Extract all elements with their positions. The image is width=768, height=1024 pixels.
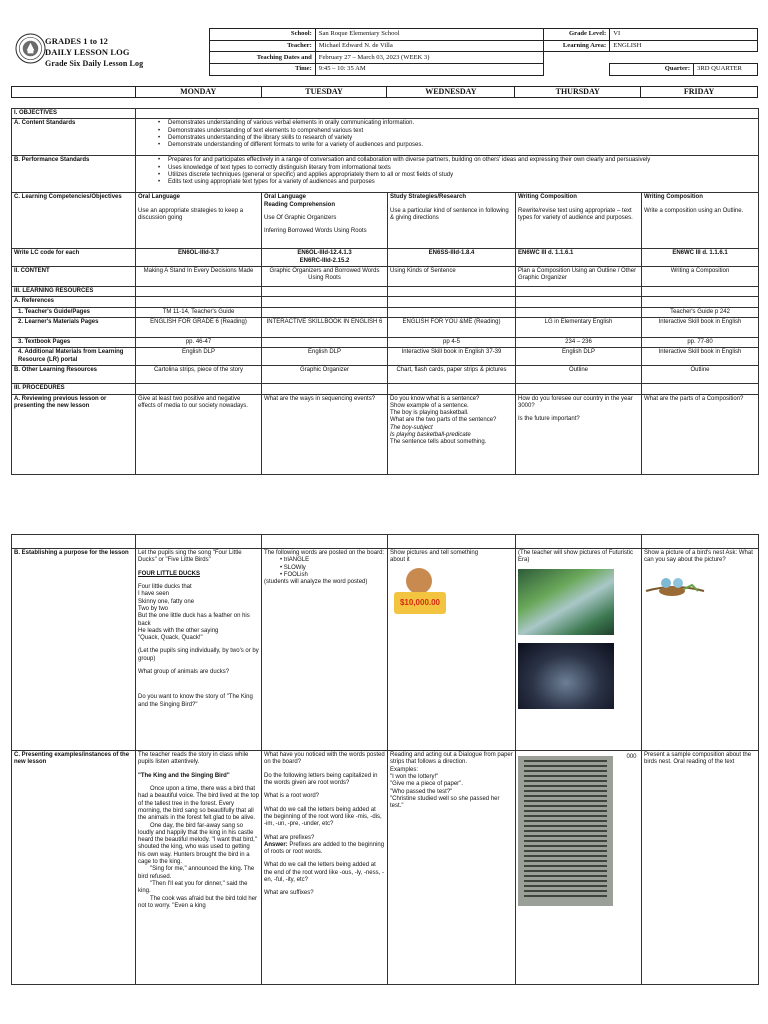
lesson-log-header bbox=[11, 28, 758, 76]
days-corner bbox=[12, 87, 136, 98]
textbook-pages-label: 3. Textbook Pages bbox=[12, 337, 136, 347]
additional-materials-thursday: English DLP bbox=[516, 348, 642, 366]
learners-materials-wednesday: ENGLISH FOR YOU &ME (Reading) bbox=[388, 317, 516, 337]
title-line-grades: GRADES 1 to 12 bbox=[45, 36, 109, 46]
learners-materials-thursday: LG in Elementary English bbox=[516, 317, 642, 337]
content-tuesday: Graphic Organizers and Borrowed Words Using Roots bbox=[262, 266, 388, 286]
title-line-dll: DAILY LESSON LOG bbox=[45, 47, 130, 57]
establishing-purpose-tuesday: The following words are posted on the board: • triANGLE • SLOWly • FOOLish (students will analyze the word posted) bbox=[262, 549, 388, 751]
content-standards bbox=[136, 119, 759, 156]
textbook-pages-monday: pp. 46-47 bbox=[136, 337, 262, 347]
establishing-purpose-thursday: (The teacher will show pictures of Futuristic Era) bbox=[516, 549, 642, 751]
establishing-purpose-wednesday: Show pictures and tell something about it $10,000.00 bbox=[388, 549, 516, 751]
performance-standard-item: • Prepares for and participates effectively in a range of conversation and collaboration with diverse partners, building on others' ideas and expressing their own clearly and persuasively bbox=[158, 157, 756, 164]
establishing-purpose-label: B. Establishing a purpose for the lesson bbox=[12, 549, 136, 751]
article-text-picture bbox=[518, 756, 613, 906]
teacher-value: Michael Edward N. de Villa bbox=[315, 40, 543, 52]
objectives-table bbox=[11, 108, 759, 475]
quarter-value: 3RD QUARTER bbox=[694, 64, 758, 76]
performance-standard-item: • Edits text using appropriate text types for a variety of audiences and purposes bbox=[158, 179, 756, 186]
bird-nest-picture bbox=[644, 569, 706, 601]
reviewing-thursday: How do you foresee our country in the year 3000? Is the future important? bbox=[516, 394, 642, 474]
performance-standards bbox=[136, 156, 759, 193]
reviewing-wednesday: Do you know what is a sentence? Show example of a sentence. The boy is playing basketball. What are the two parts of the sentence? The boy-subject Is playing basketball-predicate The sentence tells about something. bbox=[388, 394, 516, 474]
dates-label: Teaching Dates and bbox=[210, 52, 316, 64]
additional-materials-wednesday: Interactive Skill book in English 37-39 bbox=[388, 348, 516, 366]
lc-code-tuesday: EN6OL-IIId-12.4.1.3 EN6RC-IIId-2.15.2 bbox=[262, 249, 388, 267]
lc-code-label: Write LC code for each bbox=[12, 249, 136, 267]
content-label: II. CONTENT bbox=[12, 266, 136, 286]
competency-friday: Writing Composition Write a composition using an Outline. bbox=[642, 193, 759, 249]
learners-materials-label: 2. Learner's Materials Pages bbox=[12, 317, 136, 337]
additional-materials-monday: English DLP bbox=[136, 348, 262, 366]
posted-word: • FOOLish bbox=[280, 572, 385, 579]
futuristic-city-picture bbox=[518, 569, 614, 635]
lc-code-friday: EN6WC III d. 1.1.6.1 bbox=[642, 249, 759, 267]
content-standard-item: • Demonstrates understanding of text elements to comprehend various text bbox=[158, 128, 756, 135]
dates-value: February 27 – March 03, 2023 (WEEK 3) bbox=[315, 52, 543, 64]
school-value: San Roque Elementary School bbox=[315, 29, 543, 41]
objectives-heading: I. OBJECTIVES bbox=[12, 109, 136, 119]
deped-seal-icon bbox=[15, 33, 46, 64]
day-monday: MONDAY bbox=[135, 87, 261, 98]
content-wednesday: Using Kinds of Sentence bbox=[388, 266, 516, 286]
reviewing-tuesday: What are the ways in sequencing events? bbox=[262, 394, 388, 474]
content-standard-item: • Demonstrates understanding of the library skills to research of variety bbox=[158, 135, 756, 142]
presenting-examples-monday: The teacher reads the story in class while pupils listen attentively. "The King and the Singing Bird" Once upon a time, there was a bird that had a beautiful voice. The bird lived at the top of the tallest tree in the forest. Every morning, the bird sang so beautifully that all the animals in the forest felt glad to be alive. One day, the bird far-away sang so loudly and happily that the king in his castle heard the beautiful melody. "I want that bird," shouted the king, who was used to getting his own way. Hunters brought the bird in a cage to the king. "Sing for me," announced the king. The bird refused. "Then I'll eat you for dinner," said the king. The cook was afraid but the bird told her not to worry. "Even a king bbox=[136, 751, 262, 985]
performance-standards-label: B. Performance Standards bbox=[12, 156, 136, 193]
instant-winner-picture: $10,000.00 bbox=[390, 568, 450, 618]
content-monday: Making A Stand In Every Decisions Made bbox=[136, 266, 262, 286]
resources-heading: III. LEARNING RESOURCES bbox=[12, 286, 136, 296]
other-resources-monday: Cartolina strips, piece of the story bbox=[136, 366, 262, 384]
procedures-table bbox=[11, 534, 759, 985]
competency-tuesday: Oral Language Reading Comprehension Use Of Graphic Organizers Inferring Borrowed Words Using Roots bbox=[262, 193, 388, 249]
presenting-examples-thursday: 000 bbox=[516, 751, 642, 985]
posted-word: • SLOWly bbox=[280, 565, 385, 572]
establishing-purpose-friday: Show a picture of a bird's nest Ask: What can you say about the picture? bbox=[642, 549, 759, 751]
teachers-guide-monday: TM 11-14, Teacher's Guide bbox=[136, 307, 262, 317]
content-standards-label: A. Content Standards bbox=[12, 119, 136, 156]
performance-standard-item: • Utilizes discrete techniques (general or specific) and applies appropriately them to all or most fields of study bbox=[158, 172, 756, 179]
lc-code-thursday: EN6WC III d. 1.1.6.1 bbox=[516, 249, 642, 267]
time-label: Time: bbox=[210, 64, 316, 76]
other-resources-label: B. Other Learning Resources bbox=[12, 366, 136, 384]
reviewing-label: A. Reviewing previous lesson or presenting the new lesson bbox=[12, 394, 136, 474]
time-value: 9:45 – 10: 35 AM bbox=[315, 64, 543, 76]
competency-thursday: Writing Composition Rewrite/revise text using appropriate – text types for variety of audience and purposes. bbox=[516, 193, 642, 249]
other-resources-friday: Outline bbox=[642, 366, 759, 384]
log-title bbox=[45, 36, 143, 69]
presenting-examples-tuesday: What have you noticed with the words posted on the board? Do the following letters being capitalized in the words given are root words? What is a root word? What do we call the letters being added at the beginning of the root word like -mis, -dis, -im, -un, -pre, -under, etc? What are prefixes? Answer: Prefixes are added to the beginning of roots or root words. What do we call the letters being added at the end of the root word like -ous, -ly, -ness, -en, -ful, -ity, etc? What are suffixes? bbox=[262, 751, 388, 985]
reviewing-friday: What are the parts of a Composition? bbox=[642, 394, 759, 474]
textbook-pages-friday: pp. 77-80 bbox=[642, 337, 759, 347]
procedures-heading: III. PROCEDURES bbox=[12, 384, 136, 394]
futuristic-spaceship-picture bbox=[518, 643, 614, 709]
lc-code-wednesday: EN6SS-IIId-1.8.4 bbox=[388, 249, 516, 267]
textbook-pages-thursday: 234 – 236 bbox=[516, 337, 642, 347]
presenting-examples-friday: Present a sample composition about the birds nest. Oral reading of the text bbox=[642, 751, 759, 985]
learners-materials-tuesday: INTERACTIVE SKILLBOOK IN ENGLISH 6 bbox=[262, 317, 388, 337]
presenting-examples-label: C. Presenting examples/instances of the new lesson bbox=[12, 751, 136, 985]
day-wednesday: WEDNESDAY bbox=[387, 87, 515, 98]
other-resources-tuesday: Graphic Organizer bbox=[262, 366, 388, 384]
establishing-purpose-monday: Let the pupils sing the song "Four Little Ducks" or "Five Little Birds" FOUR LITTLE DUCKS Four little ducks that I have seen Skinny one, fatty one Two by two But the one little duck has a feather on his back He leads with the other saying "Quack, Quack, Quack!" (Let the pupils sing individually, by two's or by group) What group of animals are ducks? Do you want to know the story of "The King and the Singing Bird?" bbox=[136, 549, 262, 751]
grade-level-label: Grade Level: bbox=[544, 29, 610, 41]
quarter-label: Quarter: bbox=[610, 64, 694, 76]
day-friday: FRIDAY bbox=[641, 87, 758, 98]
content-standard-item: • Demonstrates understanding of various verbal elements in orally communicating information. bbox=[158, 120, 756, 127]
school-info-table bbox=[209, 28, 758, 76]
days-header-row bbox=[11, 86, 758, 98]
presenting-examples-wednesday: Reading and acting out a Dialogue from paper strips that follows a direction. Examples: "I won the lottery!" "Give me a piece of paper". "Who passed the test?" "Christine studied well so she passed her test." bbox=[388, 751, 516, 985]
content-standard-item: • Demonstrate understanding of different formats to write for a variety of audiences and purposes. bbox=[158, 142, 756, 149]
day-thursday: THURSDAY bbox=[515, 87, 641, 98]
other-resources-wednesday: Chart, flash cards, paper strips & pictures bbox=[388, 366, 516, 384]
day-tuesday: TUESDAY bbox=[261, 87, 387, 98]
other-resources-thursday: Outline bbox=[516, 366, 642, 384]
learners-materials-monday: ENGLISH FOR GRADE 6 (Reading) bbox=[136, 317, 262, 337]
content-thursday: Plan a Composition Using an Outline / Other Graphic Organizer bbox=[516, 266, 642, 286]
learning-area-label: Learning Area: bbox=[544, 40, 610, 52]
additional-materials-tuesday: English DLP bbox=[262, 348, 388, 366]
posted-word: • triANGLE bbox=[280, 557, 385, 564]
teachers-guide-label: 1. Teacher's Guide/Pages bbox=[12, 307, 136, 317]
competency-monday: Oral Language Use an appropriate strategies to keep a discussion going bbox=[136, 193, 262, 249]
teacher-label: Teacher: bbox=[210, 40, 316, 52]
additional-materials-label: 4. Additional Materials from Learning Resource (LR) portal bbox=[12, 348, 136, 366]
teachers-guide-friday: Teacher's Guide p 242 bbox=[642, 307, 759, 317]
competencies-label: C. Learning Competencies/Objectives bbox=[12, 193, 136, 249]
content-friday: Writing a Composition bbox=[642, 266, 759, 286]
grade-level-value: VI bbox=[610, 29, 758, 41]
lc-code-monday: EN6OL-IIId-3.7 bbox=[136, 249, 262, 267]
learning-area-value: ENGLISH bbox=[610, 40, 758, 52]
competency-wednesday: Study Strategies/Research Use a particular kind of sentence in following & giving directions bbox=[388, 193, 516, 249]
school-label: School: bbox=[210, 29, 316, 41]
title-line-grade-six: Grade Six Daily Lesson Log bbox=[45, 59, 144, 68]
references-label: A. References bbox=[12, 297, 136, 307]
learners-materials-friday: Interactive Skill book in English bbox=[642, 317, 759, 337]
additional-materials-friday: Interactive Skill book in English bbox=[642, 348, 759, 366]
performance-standard-item: • Uses knowledge of text types to correctly distinguish literary from informational texts bbox=[158, 165, 756, 172]
textbook-pages-wednesday: pp 4-5 bbox=[388, 337, 516, 347]
reviewing-monday: Give at least two positive and negative effects of media to our society nowadays. bbox=[136, 394, 262, 474]
